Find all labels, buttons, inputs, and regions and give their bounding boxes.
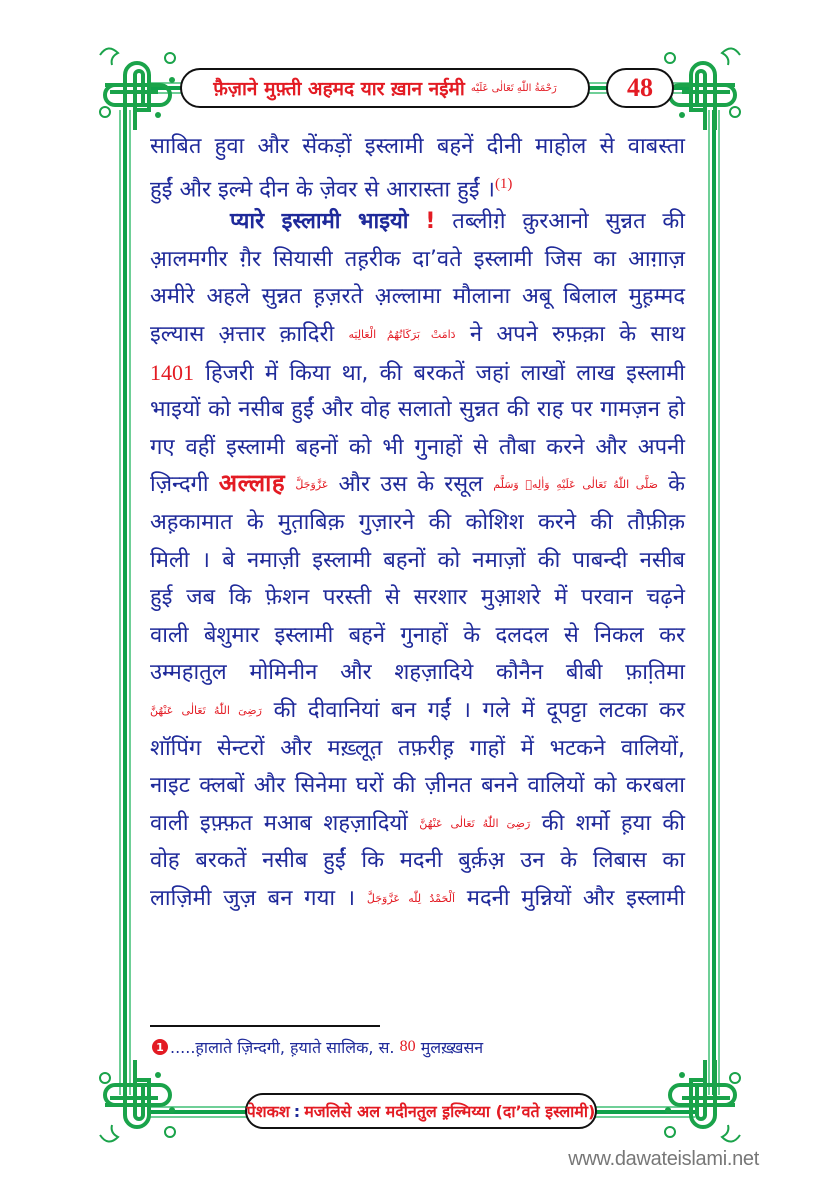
body-text [150, 128, 685, 917]
line-text: मदनी मुन्नियों और इस्लामी [466, 885, 685, 911]
publisher-banner [245, 1093, 597, 1129]
text-line [150, 880, 685, 918]
text-line: गए वहीं इस्लामी बहनों को भी गुनाहों से तौबा करने और अपनी [150, 434, 685, 460]
text-line [150, 203, 685, 241]
arabic-honorific: عَزَّوَجَلَّ [295, 478, 329, 492]
text-line: हुई जब कि फ़ेशन परस्ती से सरशार मुआ़शरे में परवान चढ़ने [150, 585, 685, 611]
publisher-colon: : [293, 1101, 301, 1121]
border-top-mid-segment [588, 82, 608, 94]
text-line: मिली । बे नमाज़ी इस्लामी बहनों को नमाज़ों की पाबन्दी नसीब [150, 547, 685, 573]
border-left [119, 110, 131, 1095]
footnote-number-badge: 1 [152, 1039, 168, 1055]
text-line [150, 354, 685, 392]
text-line: अमीरे अहले सुन्नत ह़ज़रते अ़ल्लामा मौलाना अबू बिलाल मुह़म्मद [150, 284, 685, 310]
salutation: प्यारे इस्लामी भाइयो [230, 209, 409, 235]
book-title: फ़ैज़ाने मुफ़्ती अहमद यार ख़ान नईमी [213, 78, 465, 100]
arabic-honorific: اَلْحَمْدُ لِلّٰه عَزَّوَجَلَّ [366, 892, 456, 906]
line-text: की शर्मो ह़या की [541, 810, 685, 836]
text-line: उम्महातुल मोमिनीन और शहज़ादिये कौनैन बीबी फ़ाति़मा [150, 660, 685, 686]
exclamation: ! [425, 209, 436, 235]
text-line: साबित हुवा और सेंकड़ों इस्लामी बहनें दीनी माहोल से वाबस्ता [150, 134, 685, 159]
corner-ornament-top-left-icon [90, 30, 190, 130]
line-text: हुईं और इल्मे दीन के ज़ेवर से आरास्ता हुईं । [150, 176, 495, 202]
arabic-honorific: رَضِیَ اللّٰهُ تَعَالٰی عَنْهُنَّ [150, 704, 262, 718]
line-text: ज़िन्दगी [150, 472, 209, 498]
footnote-divider [150, 1025, 380, 1027]
text-line [150, 692, 685, 730]
text-line: शॉपिंग सेन्टरों और मख़्लूत़ तफ़रीह़ गाहों में भटकने वालियों, [150, 735, 685, 761]
footnote [152, 1036, 483, 1058]
text-line: वोह बरकतें नसीब हुईं कि मदनी बुर्क़अ़ उन के लिबास का [150, 848, 685, 874]
line-text: ने अपने रुफ़क़ा के साथ [469, 321, 686, 347]
text-line [150, 805, 685, 843]
arabic-honorific: صَلَّى اللّٰهُ تَعَالٰى عَلَيْهِ وَاٰلِهٖ وَسَلَّم [493, 478, 658, 492]
line-text: वाली इफ़्फ़त मआब शहज़ादियों [150, 810, 408, 836]
text-line [150, 466, 685, 504]
line-text: इल्यास अ़त्तार क़ादिरी [150, 321, 335, 347]
book-title-banner [180, 68, 590, 108]
text-line [150, 316, 685, 354]
footnote-reference[interactable]: (1) [494, 175, 513, 192]
footnote-text-end: मुलख़्ख़सन [420, 1038, 484, 1057]
corner-ornament-bottom-right-icon [650, 1060, 750, 1160]
line-text: तब्लीग़े क़ुरआनो सुन्नत की [435, 209, 685, 235]
text-line: नाइट क्लबों और सिनेमा घरों की ज़ीनत बनने वालियों को करबला [150, 773, 685, 799]
line-text: की दीवानियां बन गईं । गले में दूपट्टा लटका कर [273, 697, 686, 723]
page-number: 48 [606, 68, 674, 108]
line-text: हिजरी में किया था, की बरकतें जहां लाखों लाख इस्लामी [205, 360, 685, 386]
line-text: के [668, 472, 686, 498]
text-line: भाइयों को नसीब हुईं और वोह सलातो सुन्नत की राह पर गामज़न हो [150, 397, 685, 423]
allah-calligraphy: अल्लाह [218, 471, 286, 498]
text-line [150, 166, 685, 204]
text-line: वाली बेशुमार इस्लामी बहनें गुनाहों के दलदल से निकल कर [150, 622, 685, 648]
line-text: और उस के रसूल [338, 472, 484, 498]
corner-ornament-bottom-left-icon [90, 1060, 190, 1160]
title-honorific: رَحْمَةُ اللّٰهِ تَعَالٰی عَلَیْه [470, 82, 557, 94]
text-line: आ़लमगीर ग़ैर सियासी तह़रीक दा’वते इस्लामी जिस का आग़ाज़ [150, 246, 685, 272]
publisher-label: पेशकश [246, 1102, 290, 1121]
border-right [708, 110, 720, 1095]
text-line: अह़कामात के मुत़ाबिक़ गुज़ारने की कोशिश करने की तौफ़ीक़ [150, 509, 685, 535]
footnote-page: 80 [399, 1038, 416, 1055]
line-text: लाज़िमी जुज़ बन गया । [150, 885, 356, 911]
publisher-name: मजलिसे अल मदीनतुल इ़ल्मिय्या (दा’वते इस्लामी) [304, 1102, 596, 1121]
year-number: 1401 [150, 359, 194, 385]
website-url[interactable]: www.dawateislami.net [568, 1148, 759, 1170]
footnote-text: .....ह़ालाते ज़िन्दगी, ह़याते सालिक, स. [170, 1038, 395, 1057]
arabic-honorific: رَضِیَ اللّٰهُ تَعَالٰی عَنْهُنَّ [419, 816, 531, 830]
arabic-honorific: دَامَتْ بَرَكَاتُهُمُ الْعَالِيَه [348, 328, 456, 342]
